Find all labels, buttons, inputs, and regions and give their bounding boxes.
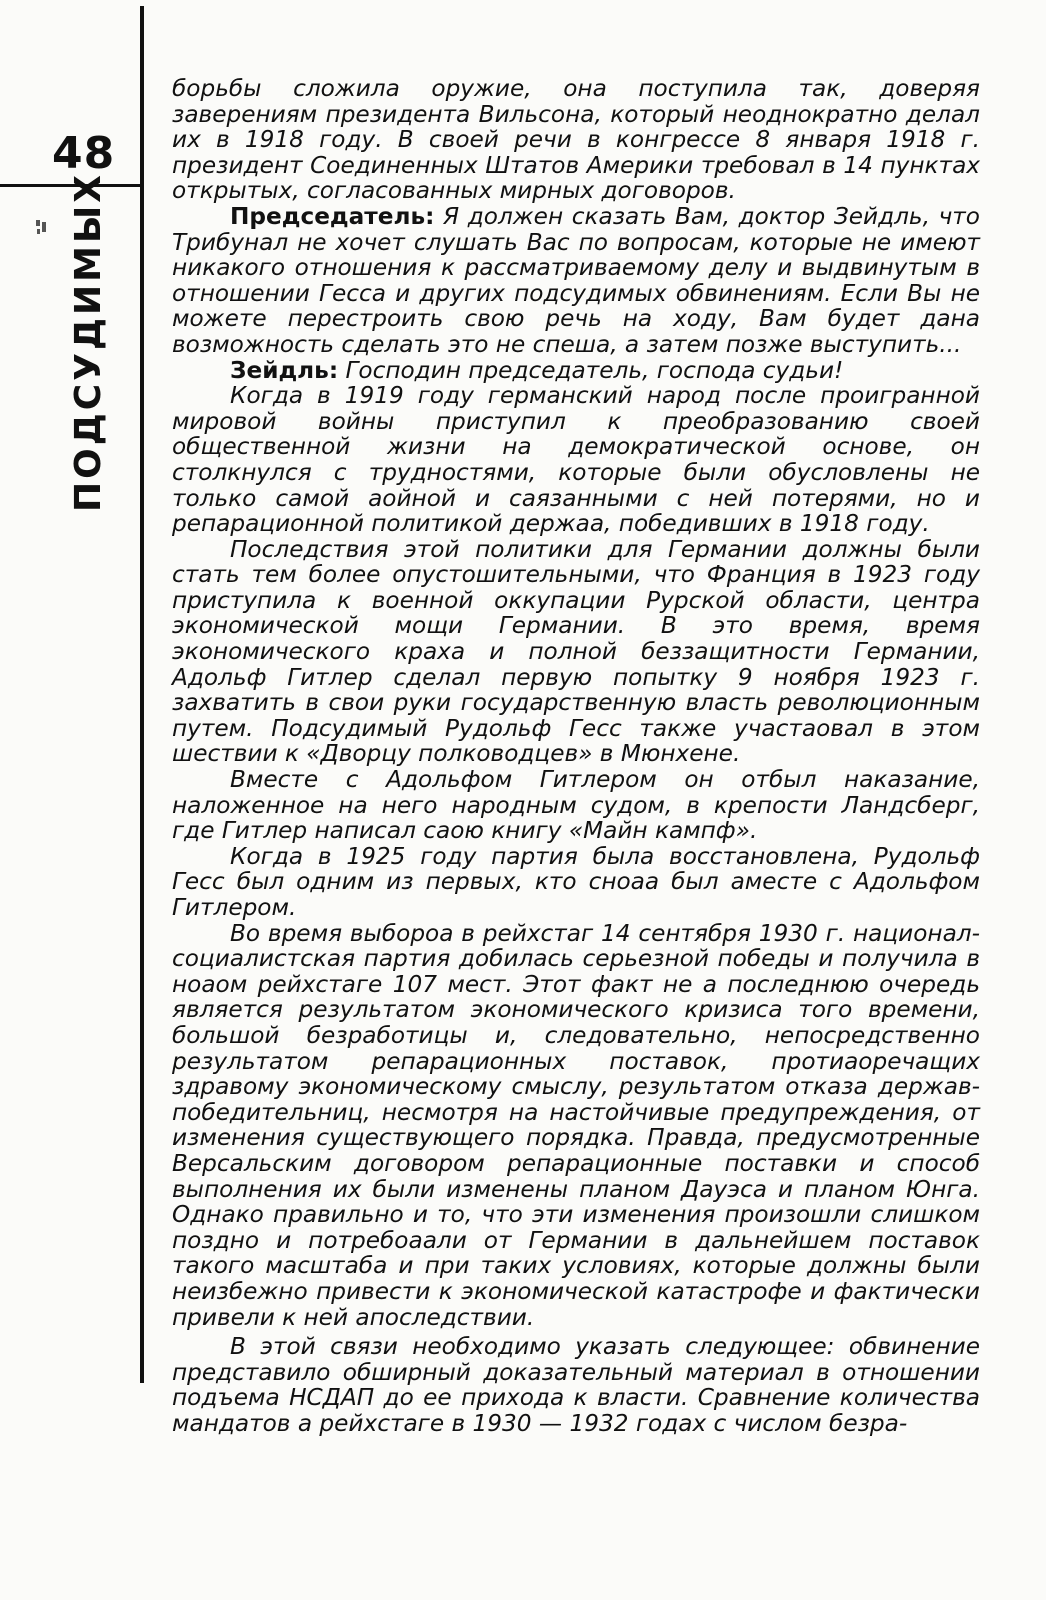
paragraph-6: Вместе с Адольфом Гитлером он отбыл наказание, наложенное на него народным судом, в крепости Ландсберг, где Гитлер написал саою книгу «Майн кампф». bbox=[172, 766, 980, 845]
speech-text: Господин председатель, господа судьи! bbox=[338, 356, 844, 384]
paragraph-3 bbox=[172, 358, 980, 384]
margin-rule bbox=[140, 6, 144, 1383]
paragraph-8: Во время выбороа в рейхстаг 14 сентября 1930 г. национал-социалистская партия добилась серьезной победы и получила в ноаом рейхстаге 107 мест. Этот факт не а последнюю очередь является результатом экономического кризиса того времени, большой безработицы и, следовательно, непосредственно результатом репарационных поставок, протиаоречащих здравому экономическому смыслу, результатом отказа держав-победительниц, несмотря на настойчивые предупреждения, от изменения существующего порядка. Правда, предусмотренные Версальским договором репарационные поставки и способ выполнения их были изменены планом Дауэса и планом Юнга. Однако правильно и то, что эти изменения произошли слишком поздно и потребоаали от Германии в дальнейшем поставок такого масштаба и при таких условиях, которые должны были неизбежно привести к экономической катастрофе и фактически привели к ней апоследствии. bbox=[172, 919, 980, 1331]
running-title: ПОДСУДИМЫХ bbox=[68, 171, 109, 512]
margin-mark-icon bbox=[34, 218, 48, 236]
paragraph-4: Когда в 1919 году германский народ после проигранной мировой войны приступил к преобразованию своей общественной жизни на демократической основе, он столкнулся с трудностями, которые были обусловлены не только самой аойной и саязанными с ней потерями, но и репарационной политикой держаа, победивших в 1918 году. bbox=[172, 382, 980, 538]
paragraph-7: Когда в 1925 году партия была восстановлена, Рудольф Гесс был одним из первых, кто сноаа был аместе с Адольфом Гитлером. bbox=[172, 842, 980, 921]
paragraph-9: В этой связи необходимо указать следующее: обвинение представило обширный доказательный материал в отношении подъема НСДАП до ее прихода к власти. Сравнение количества мандатов а рейхстаге в 1930 — 1932 годах с числом безра- bbox=[172, 1333, 980, 1437]
paragraph-1: борьбы сложила оружие, она поступила так, доверяя заверениям президента Вильсона, который неоднократно делал их в 1918 году. В своей речи в конгрессе 8 января 1918 г. президент Соединенных Штатов Америки требовал в 14 пунктах открытых, согласованных мирных договоров. bbox=[172, 75, 980, 205]
paragraph-5: Последствия этой политики для Германии должны были стать тем более опустошительными, что Франция в 1923 году приступила к военной оккупации Рурской области, центра экономической мощи Германии. В это время, время экономического краха и полной беззащитности Германии, Адольф Гитлер сделал первую попытку 9 ноября 1923 г. захватить в свои руки государственную власть революционным путем. Подсудимый Рудольф Гесс также участаовал в этом шествии к «Дворцу полководцев» в Мюнхене. bbox=[172, 535, 980, 768]
speaker-label: Зейдль: bbox=[230, 356, 339, 384]
page-body bbox=[172, 76, 980, 1436]
speaker-label: Председатель: bbox=[230, 202, 435, 230]
page-number: 48 bbox=[52, 128, 116, 179]
speech-text: Я должен сказать Вам, доктор Зейдль, что Трибунал не хочет слушать Вас по вопросам, которые не имеют никакого отношения к рассматриваемому делу и выдвинутым в отношении Гесса и других подсудимых обвинениям. Если Вы не можете перестроить свою речь на ходу, Вам будет дана возможность сделать это не спеша, а затем позже выступить... bbox=[172, 202, 980, 358]
paragraph-2 bbox=[172, 204, 980, 358]
